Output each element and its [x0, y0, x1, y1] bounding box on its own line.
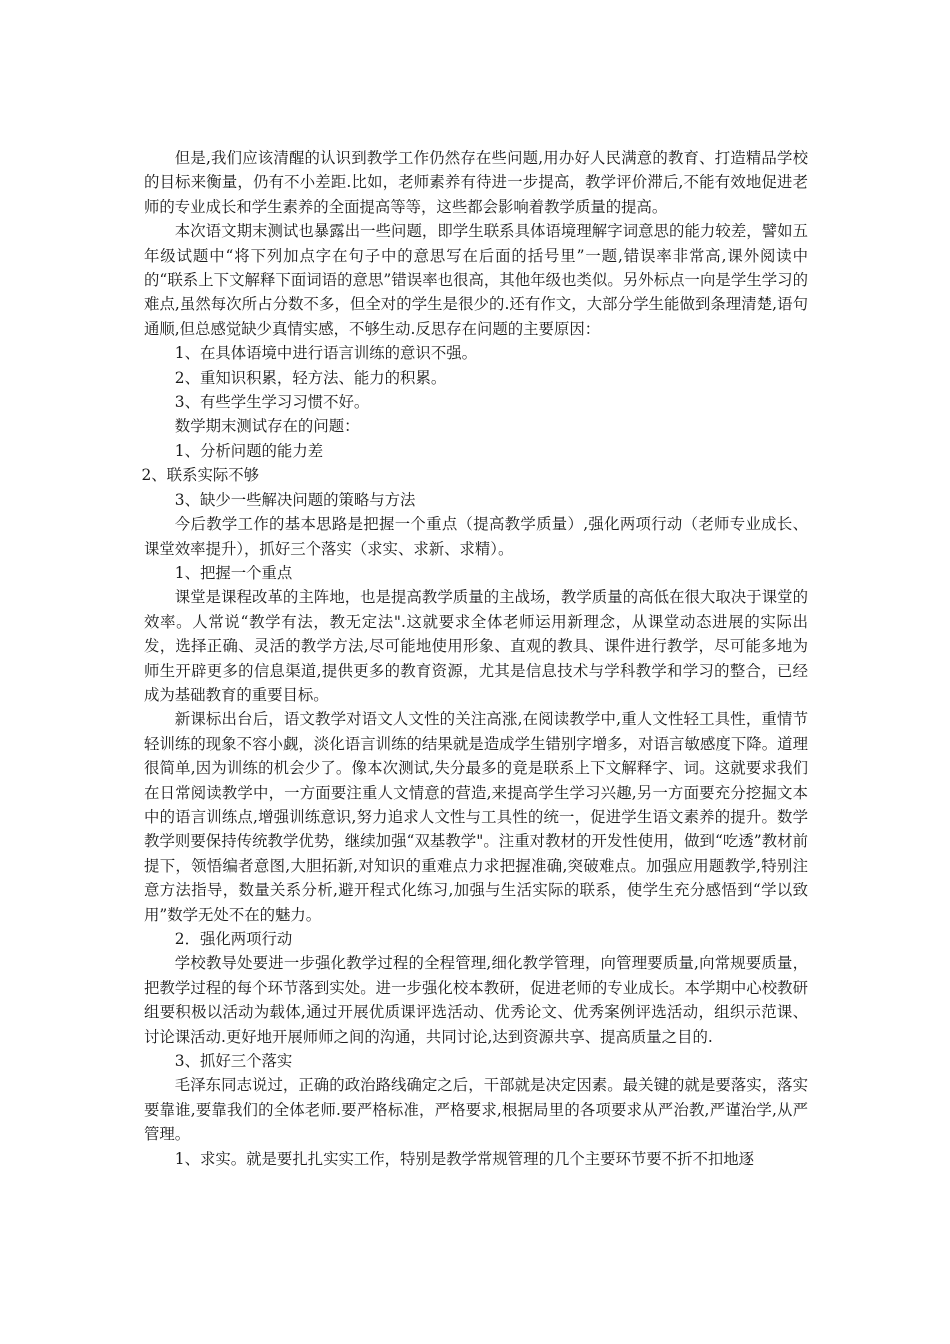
paragraph-classroom: 课堂是课程改革的主阵地，也是提高教学质量的主战场，教学质量的高低在很大取决于课堂的效率。人常说“教学有法，教无定法".这就要求全体老师运用新理念，从课堂动态进展的实际出发，选择正确、灵活的教学方法,尽可能地使用形象、直观的教具、课件进行教学，尽可能多地为师生开辟更多的信息渠道,提供更多的教育资源，尤其是信息技术与学科教学和学习的整合，已经成为基础教育的重要目标。 [144, 588, 808, 704]
list-item: 1、在具体语境中进行语言训练的意识不强。 [174, 344, 478, 363]
list-item: 3、缺少一些解决问题的策略与方法 [174, 490, 416, 509]
section-heading-two-actions: 2．强化两项行动 [174, 930, 293, 948]
list-item: 2、联系实际不够 [141, 466, 260, 485]
document-body [141, 146, 808, 1171]
paragraph-practical: 1、求实。就是要扎扎实实工作，特别是教学常规管理的几个主要环节要不折不扣地逐 [174, 1149, 755, 1168]
paragraph-chinese-exam-issues: 本次语文期末测试也暴露出一些问题，即学生联系具体语境理解字词意思的能力较差，譬如五年级试题中“将下列加点字在句子中的意思写在后面的括号里”一题,错误率非常高,课外阅读中的“联系上下文解释下面词语的意思”错误率也很高，其他年级也类似。另外标点一向是学生学习的难点,虽然每次所占分数不多，但全对的学生是很少的.还有作文，大部分学生能做到条理清楚,语句通顺,但总感觉缺少真情实感，不够生动.反思存在问题的主要原因： [144, 222, 808, 338]
list-item: 1、分析问题的能力差 [174, 441, 324, 460]
section-heading-focus: 1、把握一个重点 [174, 563, 293, 582]
section-heading-three-implementations: 3、抓好三个落实 [174, 1052, 293, 1071]
paragraph-implementation: 毛泽东同志说过，正确的政治路线确定之后，干部就是决定因素。最关键的就是要落实，落实要靠谁,要靠我们的全体老师.要严格标准，严格要求,根据局里的各项要求从严治教,严谨治学,从严管理。 [144, 1076, 808, 1144]
list-item: 3、有些学生学习习惯不好。 [174, 393, 370, 412]
paragraph-new-curriculum: 新课标出台后，语文教学对语文人文性的关注高涨,在阅读教学中,重人文性轻工具性，重情节轻训练的现象不容小觑，淡化语言训练的结果就是造成学生错别字增多，对语言敏感度下降。道理很简单,因为训练的机会少了。像本次测试,失分最多的竟是联系上下文解释字、词。这就要求我们在日常阅读教学中，一方面要注重人文情意的营造,来提高学生学习兴趣,另一方面要充分挖掘文本中的语言训练点,增强训练意识,努力追求人文性与工具性的统一，促进学生语文素养的提升。数学教学则要保持传统教学优势，继续加强“双基教学"。注重对教材的开发性使用，做到“吃透”教材前提下，领悟编者意图,大胆拓新,对知识的重难点力求把握准确,突破难点。加强应用题教学,特别注意方法指导，数量关系分析,避开程式化练习,加强与生活实际的联系，使学生充分感悟到“学以致用”数学无处不在的魅力。 [144, 710, 808, 924]
paragraph-basic-approach: 今后教学工作的基本思路是把握一个重点（提高教学质量）,强化两项行动（老师专业成长、课堂效率提升），抓好三个落实（求实、求新、求精）。 [144, 515, 808, 558]
list-item: 2、重知识积累，轻方法、能力的积累。 [174, 368, 447, 387]
paragraph-teaching-management: 学校教导处要进一步强化教学过程的全程管理,细化教学管理，向管理要质量,向常规要质量，把教学过程的每个环节落到实处。进一步强化校本教研，促进老师的专业成长。本学期中心校教研组要积极以活动为载体,通过开展优质课评选活动、优秀论文、优秀案例评选活动，组织示范课、讨论课活动.更好地开展师师之间的沟通，共同讨论,达到资源共享、提高质量之目的. [144, 954, 808, 1046]
paragraph-problems-intro: 但是,我们应该清醒的认识到教学工作仍然存在些问题,用办好人民满意的教育、打造精品学校的目标来衡量，仍有不小差距.比如，老师素养有待进一步提高，教学评价滞后,不能有效地促进老师的专业成长和学生素养的全面提高等等，这些都会影响着教学质量的提高。 [144, 149, 808, 216]
section-heading-math-issues: 数学期末测试存在的问题： [174, 417, 360, 436]
